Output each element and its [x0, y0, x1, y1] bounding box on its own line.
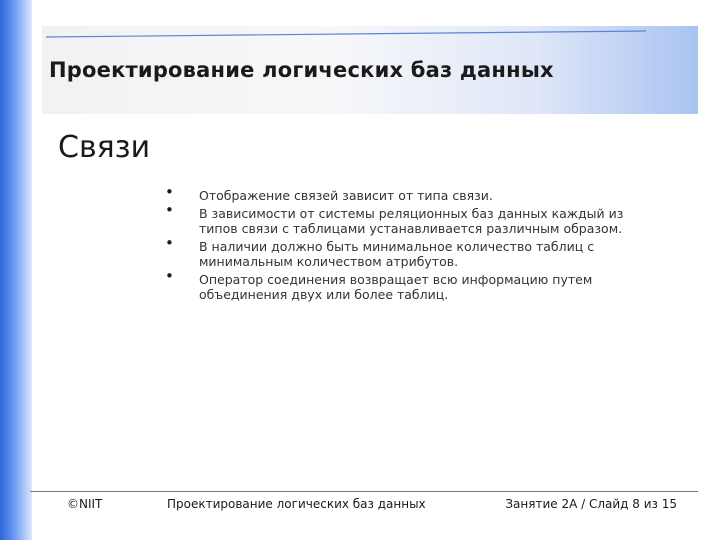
bullet-text: Отображение связей зависит от типа связи. [199, 188, 493, 203]
bullet-text: В наличии должно быть минимальное количество таблиц с минимальным количеством атрибутов. [199, 239, 595, 269]
section-heading: Связи [58, 130, 151, 165]
bullet-dot-icon: • [165, 234, 174, 252]
bullet-dot-icon: • [165, 183, 174, 201]
bullet-dot-icon: • [165, 267, 174, 285]
bullet-item [165, 201, 665, 236]
footer-course-title: Проектирование логических баз данных [167, 497, 426, 511]
footer-slide-number: Занятие 2A / Слайд 8 из 15 [505, 497, 677, 511]
slide-title: Проектирование логических баз данных [49, 58, 554, 82]
footer-copyright: ©NIIT [67, 497, 103, 511]
bullet-list [165, 183, 665, 305]
bullet-item [165, 234, 665, 269]
header-decorative-line [46, 24, 646, 44]
left-accent-bar [0, 0, 32, 540]
bullet-text: Оператор соединения возвращает всю информацию путем объединения двух или более таблиц. [199, 272, 593, 302]
bullet-item [165, 183, 665, 203]
bullet-item [165, 267, 665, 302]
bullet-dot-icon: • [165, 201, 174, 219]
footer-divider [30, 491, 698, 492]
bullet-text: В зависимости от системы реляционных баз данных каждый из типов связи с таблицами устанавливается различным образом. [199, 206, 624, 236]
